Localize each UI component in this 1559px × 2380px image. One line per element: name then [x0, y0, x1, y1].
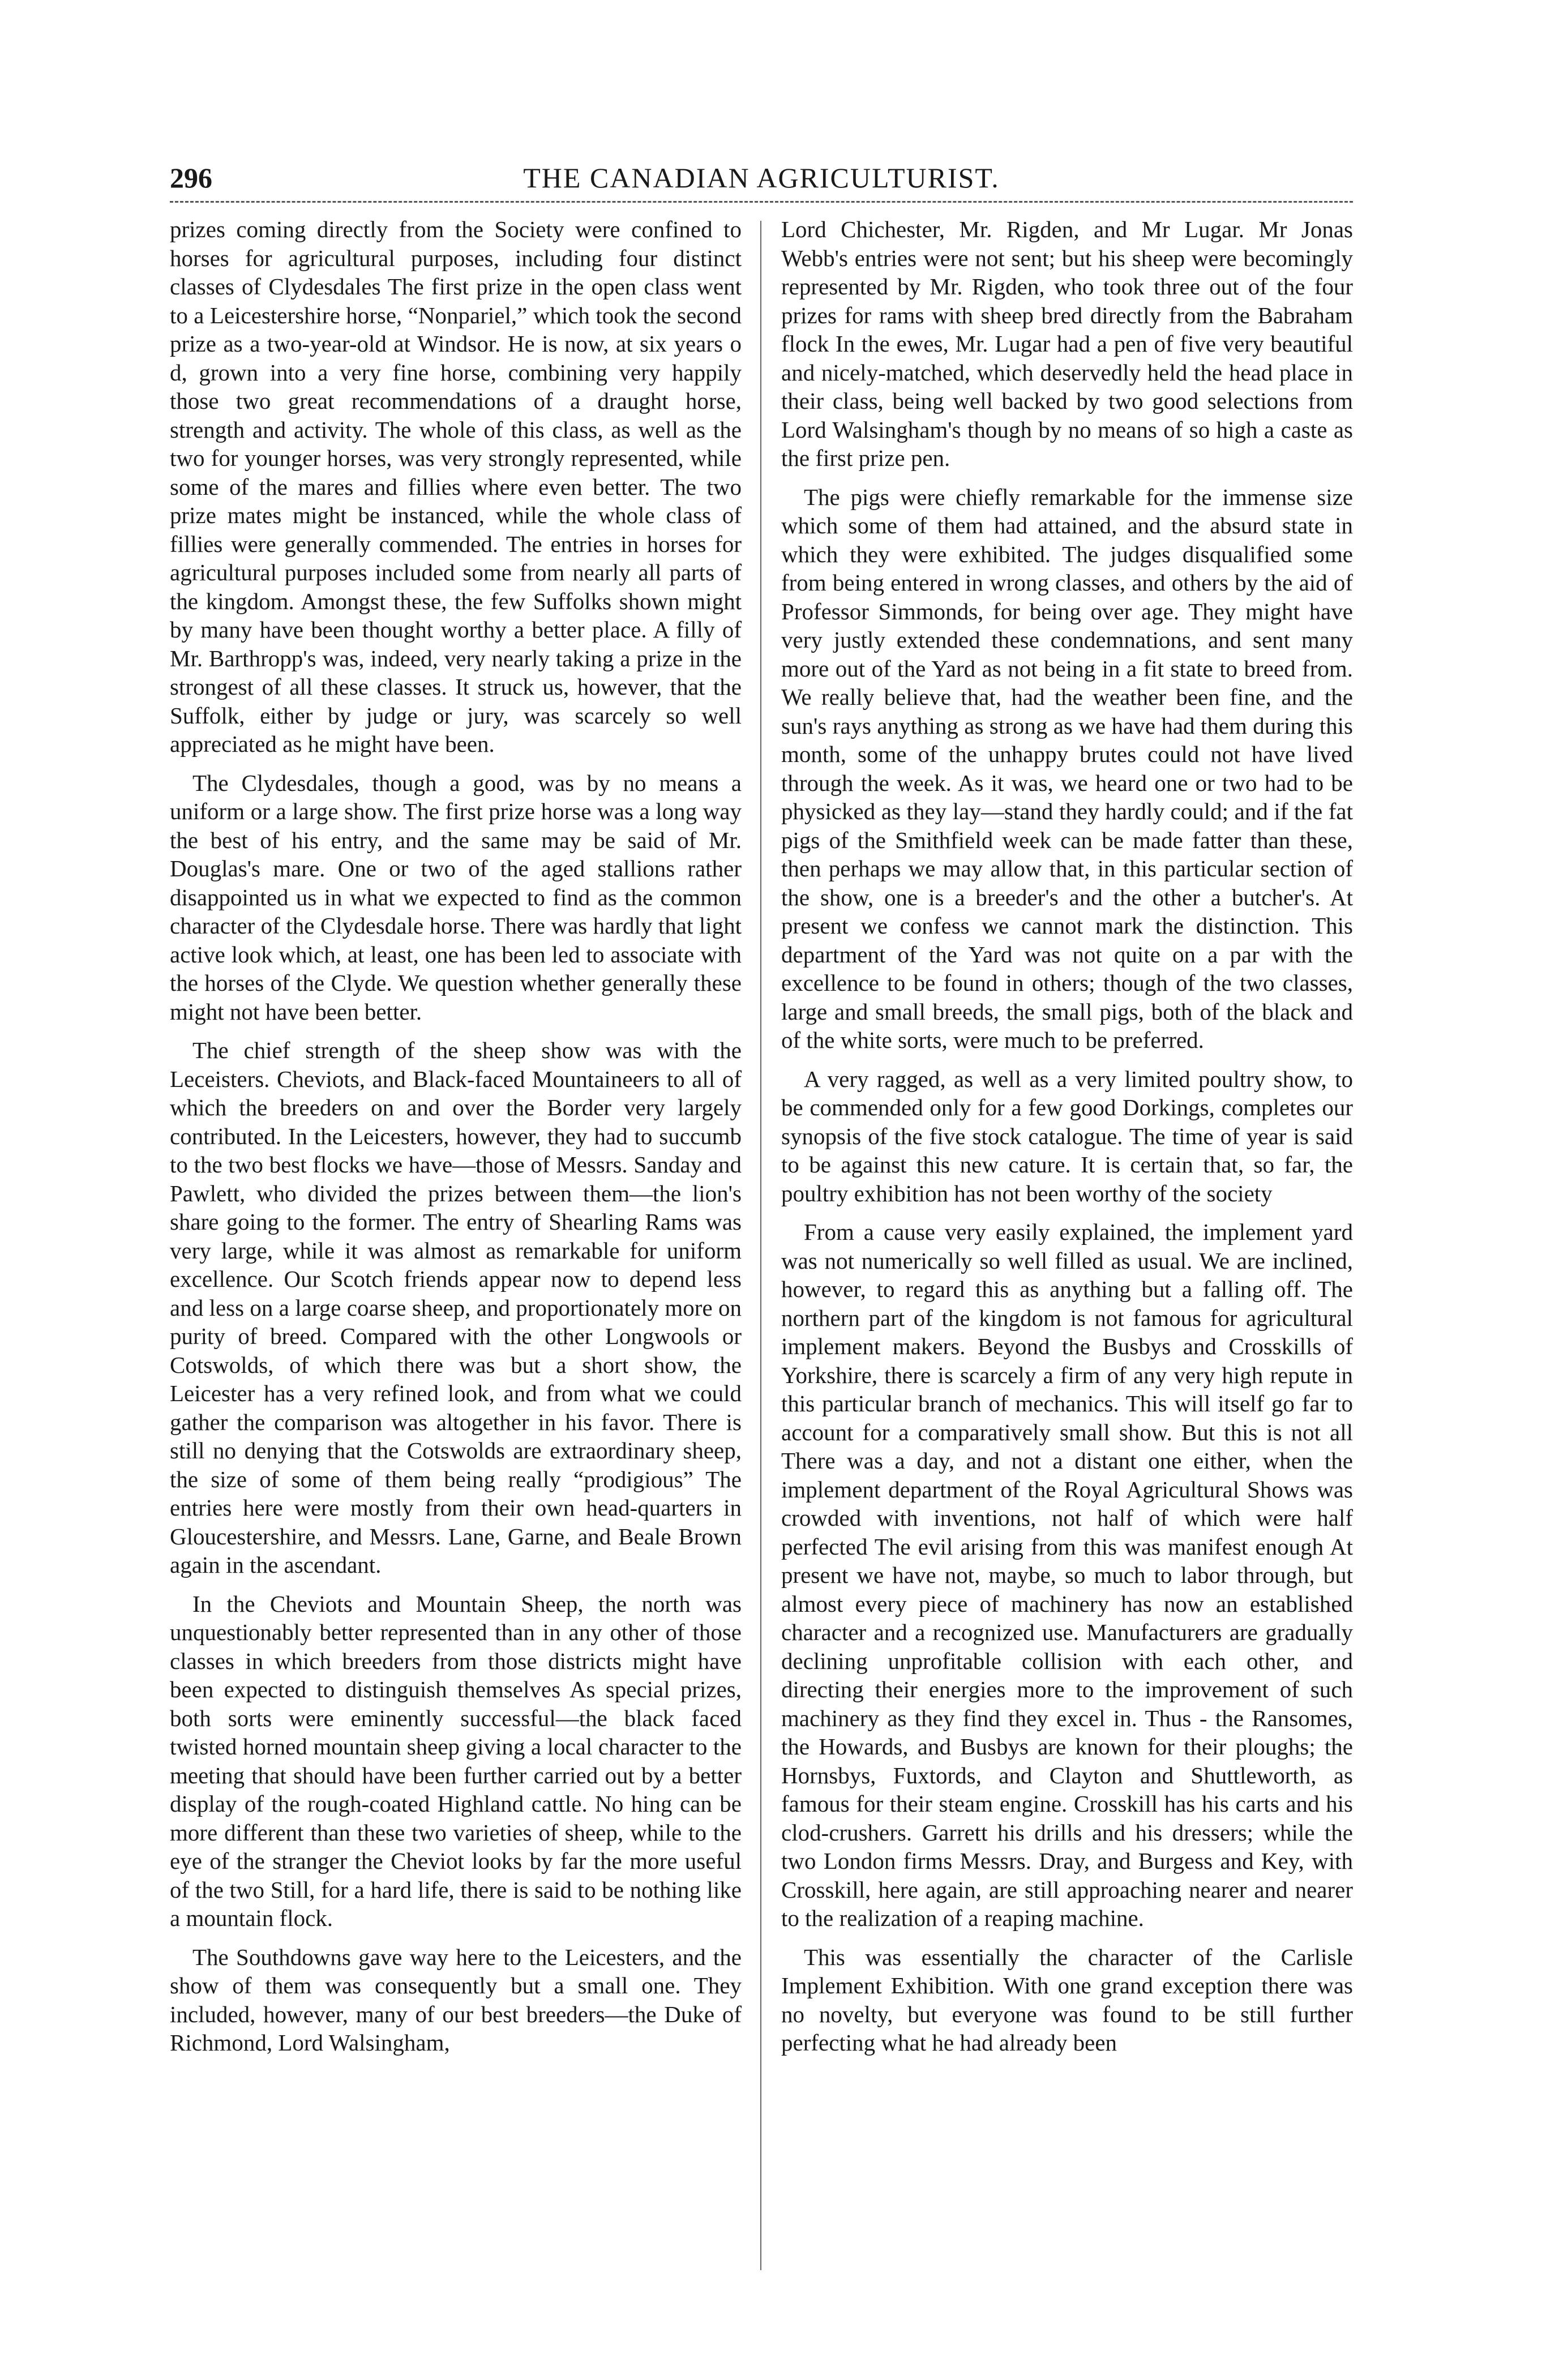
right-column [781, 215, 1353, 2067]
article-columns [170, 215, 1353, 2310]
paragraph: In the Cheviots and Mountain Sheep, the north was unquestionably better represented than in any other of those classes in which breeders from those districts might have been expected to distinguish themselves As special prizes, both sorts were eminently successful—the black faced twisted horned mountain sheep giving a local character to the meeting that should have been further carried out by a better display of the rough-coated Highland cattle. No hing can be more different than these two varieties of sheep, while to the eye of the stranger the Cheviot looks by far the more useful of the two Still, for a hard life, there is said to be nothing like a mountain flock. [170, 1590, 742, 1931]
paragraph: From a cause very easily explained, the implement yard was not numerically so well filled as usual. We are inclined, however, to regard this as anything but a falling off. The northern part of the kingdom is not famous for agricultural implement makers. Beyond the Busbys and Crosskills of Yorkshire, there is scarcely a firm of any very high repute in this particular branch of mechanics. This will itself go far to account for a comparatively small show. But this is not all There was a day, and not a distant one either, when the implement department of the Royal Agricultural Shows was crowded with inventions, not half of which were half perfected The evil arising from this was manifest enough At present we have not, maybe, so much to labor through, but almost every piece of machinery has now an established character and a recognized use. Manufacturers are gradually declining unprofitable collision with each other, and directing their energies more to the improvement of such machinery as they find they excel in. Thus - the Ransomes, the Howards, and Busbys are known for their ploughs; the Hornsbys, Fuxtords, and Clayton and Shuttleworth, as famous for their steam engine. Crosskill has his carts and his clod-crushers. Garrett his drills and his dressers; while the two London firms Messrs. Dray, and Burgess and Key, with Crosskill, here again, are still approaching nearer and nearer to the realization of a reaping machine. [781, 1219, 1353, 1931]
running-title: THE CANADIAN AGRICULTURIST. [523, 162, 1000, 194]
header-rule [170, 201, 1353, 203]
paragraph: Lord Chichester, Mr. Rigden, and Mr Lugar. Mr Jonas Webb's entries were not sent; but his sheep were becomingly represented by Mr. Rigden, who took three out of the four prizes for rams with sheep bred directly from the Babraham flock In the ewes, Mr. Lugar had a pen of five very beautiful and nicely-matched, which deservedly held the head place in their class, being well backed by two good selections from Lord Walsingham's though by no means of so high a caste as the first prize pen. [781, 216, 1353, 471]
left-column [170, 215, 742, 2067]
page-header [170, 161, 1353, 195]
column-divider [760, 221, 761, 2270]
paragraph: The Southdowns gave way here to the Leicesters, and the show of them was consequently but a small one. They included, however, many of our best breeders—the Duke of Richmond, Lord Walsingham, [170, 1944, 742, 2056]
paragraph: The pigs were chiefly remarkable for the immense size which some of them had attained, and the absurd state in which they were exhibited. The judges disqualified some from being entered in wrong classes, and others by the aid of Professor Simmonds, for being over age. They might have very justly extended these condemnations, and sent many more out of the Yard as not being in a fit state to breed from. We really believe that, had the weather been fine, and the sun's rays anything as strong as we have had them during this month, some of the unhappy brutes could not have lived through the week. As it was, we heard one or two had to be physicked as they lay—stand they hardly could; and if the fat pigs of the Smithfield week can be made fatter than these, then perhaps we may allow that, in this particular section of the show, one is a breeder's and the other a butcher's. At present we confess we cannot mark the distinction. This department of the Yard was not quite on a par with the excellence to be found in others; though of the two classes, large and small breeds, the small pigs, both of the black and of the white sorts, were much to be preferred. [781, 483, 1353, 1053]
paragraph: A very ragged, as well as a very limited poultry show, to be commended only for a few good Dorkings, completes our synopsis of the five stock catalogue. The time of year is said to be against this new cature. It is certain that, so far, the poultry exhibition has not been worthy of the society [781, 1065, 1353, 1206]
paragraph: prizes coming directly from the Society were confined to horses for agricultural purposes, including four distinct classes of Clydesdales The first prize in the open class went to a Leicestershire horse, “Nonpariel,” which took the second prize as a two-year-old at Windsor. He is now, at six years o d, grown into a very fine horse, combining very happily those two great recommendations of a draught horse, strength and activity. The whole of this class, as well as the two for younger horses, was very strongly represented, while some of the mares and fillies where even better. The two prize mates might be instanced, while the whole class of fillies were generally commended. The entries in horses for agricultural purposes included some from nearly all parts of the kingdom. Amongst these, the few Suffolks shown might by many have been thought worthy a better place. A filly of Mr. Barthropp's was, indeed, very nearly taking a prize in the strongest of all these classes. It struck us, however, that the Suffolk, either by judge or jury, was scarcely so well appreciated as he might have been. [170, 216, 742, 757]
page-number: 296 [170, 162, 212, 194]
paragraph: The Clydesdales, though a good, was by no means a uniform or a large show. The first prize horse was a long way the best of his entry, and the same may be said of Mr. Douglas's mare. One or two of the aged stallions rather disappointed us in what we expected to find as the common character of the Clydesdale horse. There was hardly that light active look which, at least, one has been led to associate with the horses of the Clyde. We question whether generally these might not have been better. [170, 769, 742, 1025]
paragraph: This was essentially the character of the Carlisle Implement Exhibition. With one grand exception there was no novelty, but everyone was found to be still further perfecting what he had already been [781, 1944, 1353, 2056]
paragraph: The chief strength of the sheep show was with the Leceisters. Cheviots, and Black-faced Mountaineers to all of which the breeders on and over the Border very largely contributed. In the Leicesters, however, they had to succumb to the two best flocks we have—those of Messrs. Sanday and Pawlett, who divided the prizes between them—the lion's share going to the former. The entry of Shearling Rams was very large, while it was almost as remarkable for uniform excellence. Our Scotch friends appear now to depend less and less on a large coarse sheep, and proportionately more on purity of breed. Compared with the other Longwools or Cotswolds, of which there was but a short show, the Leicester has a very refined look, and from what we could gather the comparison was altogether in his favor. There is still no denying that the Cotswolds are extraordinary sheep, the size of some of them being really “prodigious” The entries here were mostly from their own head-quarters in Gloucestershire, and Messrs. Lane, Garne, and Beale Brown again in the ascendant. [170, 1037, 742, 1578]
